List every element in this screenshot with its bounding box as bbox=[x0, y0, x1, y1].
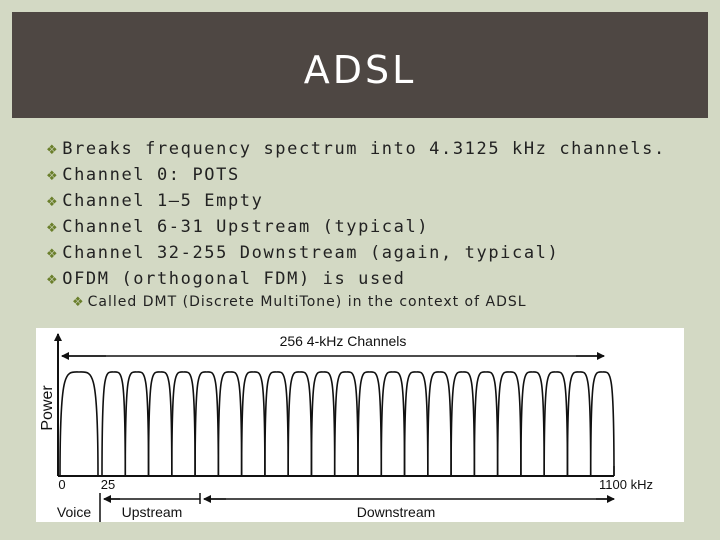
bullet-text: Channel 6-31 Upstream (typical) bbox=[62, 217, 430, 237]
channel-lobe bbox=[242, 372, 265, 476]
channel-lobe bbox=[358, 372, 381, 476]
bullet-icon: ❖ bbox=[46, 273, 60, 288]
channel-lobe bbox=[288, 372, 311, 476]
tick-1100-label: 1100 kHz bbox=[599, 477, 653, 492]
channel-lobe bbox=[335, 372, 358, 476]
bullet-icon: ❖ bbox=[46, 169, 60, 184]
channel-lobe bbox=[102, 372, 125, 476]
bullet-text: Breaks frequency spectrum into 4.3125 kHz channels. bbox=[62, 139, 666, 159]
bullet-text: Channel 32-255 Downstream (again, typical) bbox=[62, 243, 560, 263]
bullet-item bbox=[46, 266, 706, 292]
channel-lobe bbox=[311, 372, 334, 476]
bullet-icon: ❖ bbox=[72, 295, 85, 310]
sub-bullet-item bbox=[72, 294, 706, 310]
channel-lobe bbox=[125, 372, 148, 476]
spectrum-svg bbox=[36, 328, 684, 522]
title-band bbox=[12, 12, 708, 118]
downstream-label: Downstream bbox=[356, 504, 436, 520]
bullet-icon: ❖ bbox=[46, 143, 60, 158]
slide-title: ADSL bbox=[303, 48, 417, 92]
channel-lobe bbox=[474, 372, 497, 476]
channel-lobe bbox=[451, 372, 474, 476]
bullet-text: Channel 0: POTS bbox=[62, 165, 240, 185]
bullet-list bbox=[46, 136, 706, 310]
channel-lobe bbox=[567, 372, 590, 476]
channel-lobes bbox=[60, 372, 614, 476]
bullet-icon: ❖ bbox=[46, 195, 60, 210]
channel-lobe bbox=[428, 372, 451, 476]
bullet-item bbox=[46, 188, 706, 214]
bullet-item bbox=[46, 162, 706, 188]
channel-lobe bbox=[521, 372, 544, 476]
channel-lobe bbox=[265, 372, 288, 476]
channel-lobe bbox=[149, 372, 172, 476]
channel-lobe bbox=[195, 372, 218, 476]
channel-lobe bbox=[172, 372, 195, 476]
channel-lobe bbox=[591, 372, 614, 476]
bullet-item bbox=[46, 214, 706, 240]
channel-lobe bbox=[381, 372, 404, 476]
bullet-text: OFDM (orthogonal FDM) is used bbox=[62, 269, 406, 289]
bullet-item bbox=[46, 240, 706, 266]
bullet-item bbox=[46, 136, 706, 162]
upstream-label: Upstream bbox=[121, 504, 183, 520]
channels-label: 256 4-kHz Channels bbox=[279, 333, 407, 349]
voice-label: Voice bbox=[56, 504, 92, 520]
channel-lobe bbox=[218, 372, 241, 476]
tick-0-label: 0 bbox=[58, 477, 66, 492]
channel-lobe bbox=[498, 372, 521, 476]
tick-25-label: 25 bbox=[100, 477, 116, 492]
bullet-text: Channel 1–5 Empty bbox=[62, 191, 264, 211]
dmt-spectrum-diagram bbox=[36, 328, 684, 522]
bullet-icon: ❖ bbox=[46, 247, 60, 262]
power-axis-label: Power bbox=[39, 385, 56, 431]
sub-bullet-text: Called DMT (Discrete MultiTone) in the context of ADSL bbox=[87, 294, 527, 310]
bullet-icon: ❖ bbox=[46, 221, 60, 236]
channel-lobe bbox=[544, 372, 567, 476]
channel-lobe bbox=[405, 372, 428, 476]
channel-lobe bbox=[60, 372, 98, 476]
